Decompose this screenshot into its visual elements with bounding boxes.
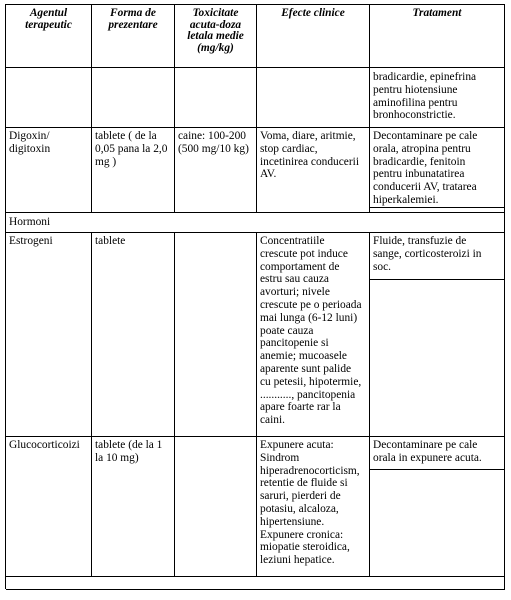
header-text: Forma de — [110, 7, 156, 19]
cell-line: orala in expunere acuta. — [373, 451, 482, 464]
cell-line: soc. — [373, 260, 392, 273]
cell-agent — [6, 68, 92, 127]
cell-agent — [6, 437, 92, 576]
cell-efecte — [257, 68, 370, 127]
table-row-empty — [6, 577, 505, 590]
cell-line: Fluide, transfuzie de — [373, 235, 467, 247]
cell-line: bronhoconstrictie. — [373, 109, 456, 122]
cell-line: pentru inbunatatirea — [373, 168, 465, 181]
cell-line: Expunere acuta: — [260, 439, 334, 451]
cell-line: incetinirea conducerii — [260, 155, 359, 168]
cell-line: poate cauza — [260, 324, 314, 337]
cell-line: caini. — [260, 414, 285, 427]
cell-line: Concentratiile — [260, 235, 325, 247]
toxicology-table — [5, 4, 505, 589]
cell-tratament — [370, 437, 505, 576]
header-text: terapeutic — [25, 18, 72, 31]
header-forma — [92, 5, 175, 67]
cell-line: cu petesii, hipotermie, — [260, 375, 362, 388]
cell-line: bradicardie, epinefrina — [373, 71, 477, 83]
cell-line: stop cardiac, — [260, 142, 318, 155]
cell-line: Digoxin/ — [9, 130, 50, 142]
cell-line: tablete (de la 1 — [95, 439, 163, 451]
cell-efecte — [257, 233, 370, 436]
cell-line: pentru hiotensiune — [373, 83, 458, 96]
cell-line: orala, atropina pentru — [373, 142, 471, 155]
empty-cell — [6, 577, 505, 589]
cell-forma — [92, 437, 175, 576]
header-agent — [6, 5, 92, 67]
cell-line: tablete — [95, 235, 126, 247]
cell-line: digitoxin — [9, 142, 51, 155]
cell-line: pancitopenie si — [260, 337, 329, 350]
cell-line: Expunere cronica: — [260, 528, 344, 541]
cell-line: miopatie steroidica, — [260, 541, 350, 554]
cell-line: Estrogeni — [9, 235, 53, 247]
section-label — [6, 213, 505, 232]
header-toxicitate — [175, 5, 257, 67]
cell-tratament — [370, 128, 505, 212]
cell-line: comportament de — [260, 260, 340, 273]
cell-line: crescute pot induce — [260, 247, 348, 260]
cell-line: hiperadrenocorticism, — [260, 464, 360, 477]
cell-tratament — [370, 233, 505, 436]
header-text: letala medie — [187, 30, 244, 42]
header-text: Toxicitate — [192, 7, 239, 19]
cell-line: leziuni hepatice. — [260, 554, 335, 567]
header-text: (mg/kg) — [197, 41, 234, 54]
section-title: Hormoni — [9, 216, 51, 228]
cell-line: Decontaminare pe cale — [373, 439, 478, 451]
cell-line: conducerii AV, tratarea — [373, 181, 477, 194]
cell-line: mg ) — [95, 155, 117, 168]
cell-toxicitate — [175, 128, 257, 212]
header-text: prezentare — [108, 18, 158, 31]
table-header-row — [6, 5, 505, 68]
cell-line: hiperkalemiei. — [373, 193, 439, 206]
cell-line: Glucocorticoizi — [9, 439, 80, 451]
cell-divider — [370, 207, 505, 208]
header-text: Tratament — [412, 7, 462, 19]
header-text: acuta-doza — [189, 18, 242, 31]
cell-line: tablete ( de la — [95, 130, 157, 142]
cell-line: hipertensiune. — [260, 515, 325, 528]
table-row — [6, 233, 505, 437]
cell-line: la 10 mg) — [95, 451, 139, 464]
cell-line: ..........., pancitopenia — [260, 388, 356, 401]
header-text: Agentul — [29, 7, 68, 19]
cell-line: crescute pe o perioada — [260, 298, 362, 311]
cell-line: retentie de fluide si — [260, 477, 348, 490]
cell-efecte — [257, 128, 370, 212]
cell-line: estru sau cauza — [260, 273, 329, 286]
cell-agent — [6, 128, 92, 212]
cell-divider — [370, 469, 505, 470]
cell-tratament — [370, 68, 505, 127]
cell-agent — [6, 233, 92, 436]
cell-forma — [92, 68, 175, 127]
table-row — [6, 68, 505, 128]
header-text: Efecte clinice — [281, 7, 345, 19]
cell-forma — [92, 128, 175, 212]
cell-line: anemie; mucoasele — [260, 350, 347, 363]
section-row — [6, 213, 505, 233]
cell-line: aminofilina pentru — [373, 96, 458, 109]
header-efecte — [257, 5, 370, 67]
cell-toxicitate — [175, 233, 257, 436]
cell-efecte — [257, 437, 370, 576]
table-row — [6, 128, 505, 213]
cell-line: AV. — [260, 168, 277, 181]
cell-line: (500 mg/10 kg) — [178, 142, 249, 155]
cell-line: avorturi; nivele — [260, 286, 330, 299]
cell-line: Voma, diare, aritmie, — [260, 130, 356, 142]
cell-toxicitate — [175, 437, 257, 576]
cell-forma — [92, 233, 175, 436]
table-row — [6, 437, 505, 577]
header-tratament — [370, 5, 505, 67]
cell-line: apare foarte rar la — [260, 401, 341, 414]
cell-line: saruri, pierderi de — [260, 490, 341, 503]
cell-line: Decontaminare pe cale — [373, 130, 478, 142]
cell-line: 0,05 pana la 2,0 — [95, 142, 168, 155]
cell-line: sange, corticosteroizi in — [373, 247, 482, 260]
cell-line: potasiu, alcaloza, — [260, 502, 339, 515]
cell-line: bradicardie, fenitoin — [373, 155, 466, 168]
cell-line: mai lunga (6-12 luni) — [260, 311, 358, 324]
cell-line: aparente sunt palide — [260, 362, 352, 375]
cell-divider — [370, 279, 505, 280]
cell-line: Sindrom — [260, 451, 300, 464]
cell-toxicitate — [175, 68, 257, 127]
cell-line: caine: 100-200 — [178, 130, 247, 142]
